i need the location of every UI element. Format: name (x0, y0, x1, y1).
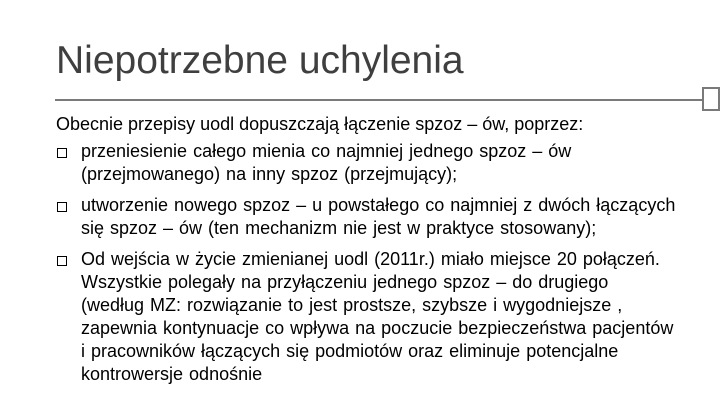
bullet-text: Od wejścia w życie zmienianej uodl (2011r.) miało miejsce 20 połączeń. Wszystkie polegały na przyłączeniu jednego spzoz – do drugiego (według MZ: rozwiązanie to jest prostsze, szybsze i wygodniejsze , zapewnia kontynuacje co wpływa na poczucie bezpieczeństwa pacjentów i pracowników łączących się podmiotów oraz eliminuje potencjalne kontrowersje odnośnie (81, 249, 674, 384)
bullet-item (56, 248, 676, 386)
square-bullet-icon (57, 148, 67, 158)
square-bullet-icon (57, 256, 67, 266)
bullet-text: przeniesienie całego mienia co najmniej jednego spzoz – ów (przejmowanego) na inny spzoz (przejmujący); (81, 141, 572, 184)
slide-title: Niepotrzebne uchylenia (56, 39, 464, 82)
bullet-list (56, 140, 676, 394)
bullet-item (56, 140, 676, 186)
square-bullet-icon (57, 202, 67, 212)
intro-text: Obecnie przepisy uodl dopuszczają łączenie spzoz – ów, poprzez: (56, 114, 584, 134)
title-divider (55, 99, 702, 101)
bullet-item (56, 194, 676, 240)
bullet-text: utworzenie nowego spzoz – u powstałego co najmniej z dwóch łączących się spzoz – ów (ten mechanizm nie jest w praktyce stosowany); (81, 195, 676, 238)
title-accent-box (702, 87, 720, 111)
